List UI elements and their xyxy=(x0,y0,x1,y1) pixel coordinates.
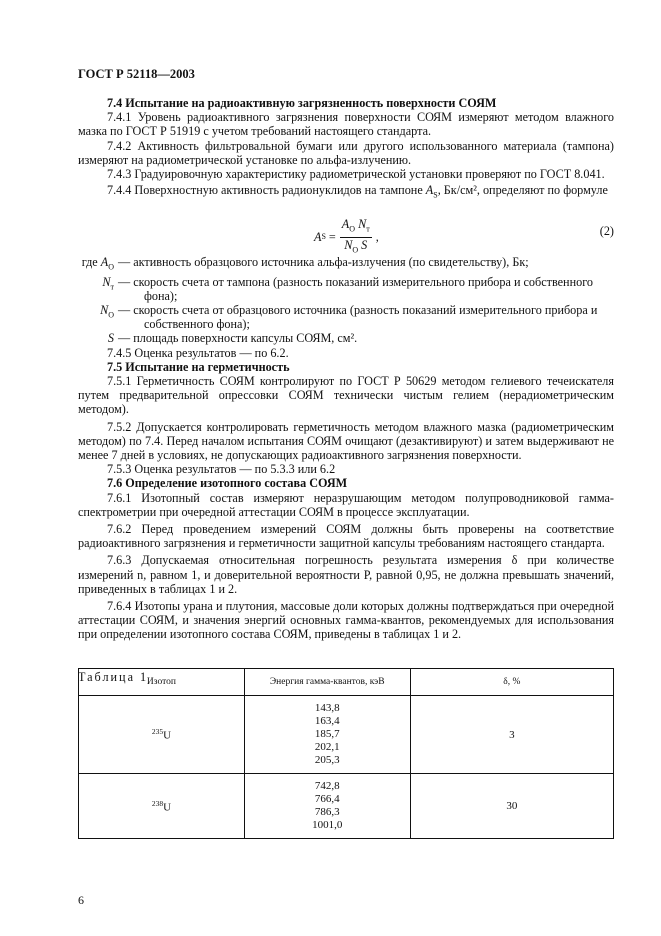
isotope-cell xyxy=(79,696,245,774)
section-7-5-heading: 7.5 Испытание на герметичность xyxy=(107,359,290,374)
section-7-4-heading: 7.4 Испытание на радиоактивную загрязненность поверхности СОЯМ xyxy=(107,96,497,110)
subscript: S xyxy=(433,190,438,200)
document-header: ГОСТ Р 52118—2003 xyxy=(78,67,195,81)
text: 7.4.4 Поверхностную активность радионуклидов на тампоне xyxy=(107,183,426,198)
paragraph-7-5-1: 7.5.1 Герметичность СОЯМ контролируют по ГОСТ Р 50629 методом гелиевого течеискателя путем предварительной опрессовки СОЯМ технически чистым гелием (нерадиометрическим методом). xyxy=(78,373,614,417)
energy-value: 766,4 xyxy=(314,793,340,805)
den-n: N xyxy=(344,237,353,252)
formula-lhs: A xyxy=(314,229,322,244)
paragraph-7-6-2: 7.6.2 Перед проведением измерений СОЯМ должны быть проверены на соответствие радиоактивного загрязнения и герметичности защитной капсулы требованиям настоящего стандарта. xyxy=(78,521,614,551)
paragraph-7-4-3: 7.4.3 Градуировочную характеристику радиометрической установки проверяют по ГОСТ 8.041. xyxy=(107,167,605,182)
paragraph-7-5-3: 7.5.3 Оценка результатов — по 5.3.3 или 6.2 xyxy=(107,462,336,477)
mass-number: 238 xyxy=(151,798,164,808)
table-header-row xyxy=(79,669,614,696)
subscript: O xyxy=(352,244,359,254)
isotope-cell xyxy=(79,774,245,839)
energy-cell xyxy=(244,774,410,839)
subscript: т xyxy=(110,281,114,291)
paragraph-7-6-1: 7.6.1 Изотопный состав измеряют неразрушающим методом полупроводниковой гамма-спектрометрии при очередной аттестации СОЯМ в процессе эксплуатации. xyxy=(78,490,614,519)
table-1 xyxy=(78,668,614,839)
subscript: S xyxy=(321,231,326,241)
legend-text: — скорость счета от образцового источника (разность показаний измерительного прибора и xyxy=(118,302,598,317)
legend-text-cont: собственного фона); xyxy=(144,317,250,332)
legend-row xyxy=(78,331,614,345)
energy-value: 185,7 xyxy=(314,728,340,740)
energy-value: 786,3 xyxy=(314,806,340,818)
legend-text: — активность образцового источника альфа-излучения (по свидетельству), Бк; xyxy=(118,254,529,269)
energy-cell xyxy=(244,696,410,774)
num-a: A xyxy=(341,216,350,231)
symbol: S xyxy=(107,331,114,346)
mass-number: 235 xyxy=(151,727,164,737)
text: , Бк/см², определяют по формуле xyxy=(437,183,608,198)
legend-text: — площадь поверхности капсулы СОЯМ, см². xyxy=(118,331,358,346)
header-energy: Энергия гамма-квантов, кэВ xyxy=(244,669,410,696)
paragraph-7-5-2: 7.5.2 Допускается контролировать герметичность методом влажного мазка (радиометрическим методом) по 7.4. Перед началом испытания СОЯМ очищают (дезактивируют) и затем выдерживают не менее 7 дней в условиях, не допускающих радиоактивного загрязнения поверхности. xyxy=(78,419,614,462)
subscript: O xyxy=(349,224,356,234)
energy-value: 143,8 xyxy=(314,702,340,714)
element: U xyxy=(163,801,172,814)
symbol: N xyxy=(102,274,111,289)
paragraph-7-6-3: 7.6.3 Допускаемая относительная погрешность результата измерения δ при количестве измерений n, равном 1, и доверительной вероятности P, равной 0,95, не должна превышать значений, приведенных в таблицах 1 и 2. xyxy=(78,553,614,596)
subscript: т xyxy=(366,224,370,234)
formula-number: (2) xyxy=(599,223,614,238)
delta-cell: 3 xyxy=(410,696,613,774)
legend-row xyxy=(78,303,614,331)
paragraph-7-4-5: 7.4.5 Оценка результатов — по 6.2. xyxy=(107,345,289,360)
symbol: A xyxy=(425,183,434,198)
formula-legend xyxy=(78,255,614,346)
energy-value: 202,1 xyxy=(314,741,340,753)
delta-cell: 30 xyxy=(410,774,613,839)
comma: , xyxy=(375,229,379,244)
header-isotope: Изотоп xyxy=(79,669,245,696)
energy-value: 205,3 xyxy=(314,754,340,766)
section-7-6-heading: 7.6 Определение изотопного состава СОЯМ xyxy=(107,476,348,491)
subscript: O xyxy=(108,262,114,272)
element: U xyxy=(163,729,172,742)
where-label: где xyxy=(81,254,98,269)
paragraph-7-4-2: 7.4.2 Активность фильтровальной бумаги или другого использованного материала (тампона) измеряют на радиометрической установке по альфа-излучению. xyxy=(78,138,614,167)
subscript: O xyxy=(108,310,114,320)
paragraph-7-4-4 xyxy=(78,183,614,203)
table-row xyxy=(79,774,614,839)
table-row xyxy=(79,696,614,774)
legend-text: — скорость счета от тампона (разность показаний измерительного прибора и собственного xyxy=(118,274,593,289)
paragraph-7-6-4: 7.6.4 Изотопы урана и плутония, массовые доли которых должны подтверждаться при очередной аттестации СОЯМ, и значения энергий основных гамма-квантов, рекомендуемых для использования при определении изотопного состава СОЯМ, приведены в таблицах 1 и 2. xyxy=(78,598,614,642)
energy-value: 742,8 xyxy=(314,780,340,792)
paragraph-7-4-1: 7.4.1 Уровень радиоактивного загрязнения поверхности СОЯМ измеряют методом влажного мазка по ГОСТ Р 51919 с учетом требований настоящего стандарта. xyxy=(78,110,614,139)
legend-row xyxy=(78,255,614,275)
legend-text-cont: фона); xyxy=(144,288,178,303)
energy-value: 1001,0 xyxy=(312,819,343,831)
header-delta: δ, % xyxy=(410,669,613,696)
legend-row xyxy=(78,275,614,303)
formula-2 xyxy=(78,207,614,255)
equals: = xyxy=(328,229,336,244)
fraction xyxy=(340,217,372,257)
symbol: A xyxy=(100,254,109,269)
document-body xyxy=(78,96,614,684)
num-n: N xyxy=(358,216,367,231)
energy-value: 163,4 xyxy=(314,715,340,727)
symbol: N xyxy=(100,302,109,317)
table-caption: Таблица 1 xyxy=(78,669,149,684)
page-number: 6 xyxy=(78,893,84,907)
den-s: S xyxy=(361,237,368,252)
